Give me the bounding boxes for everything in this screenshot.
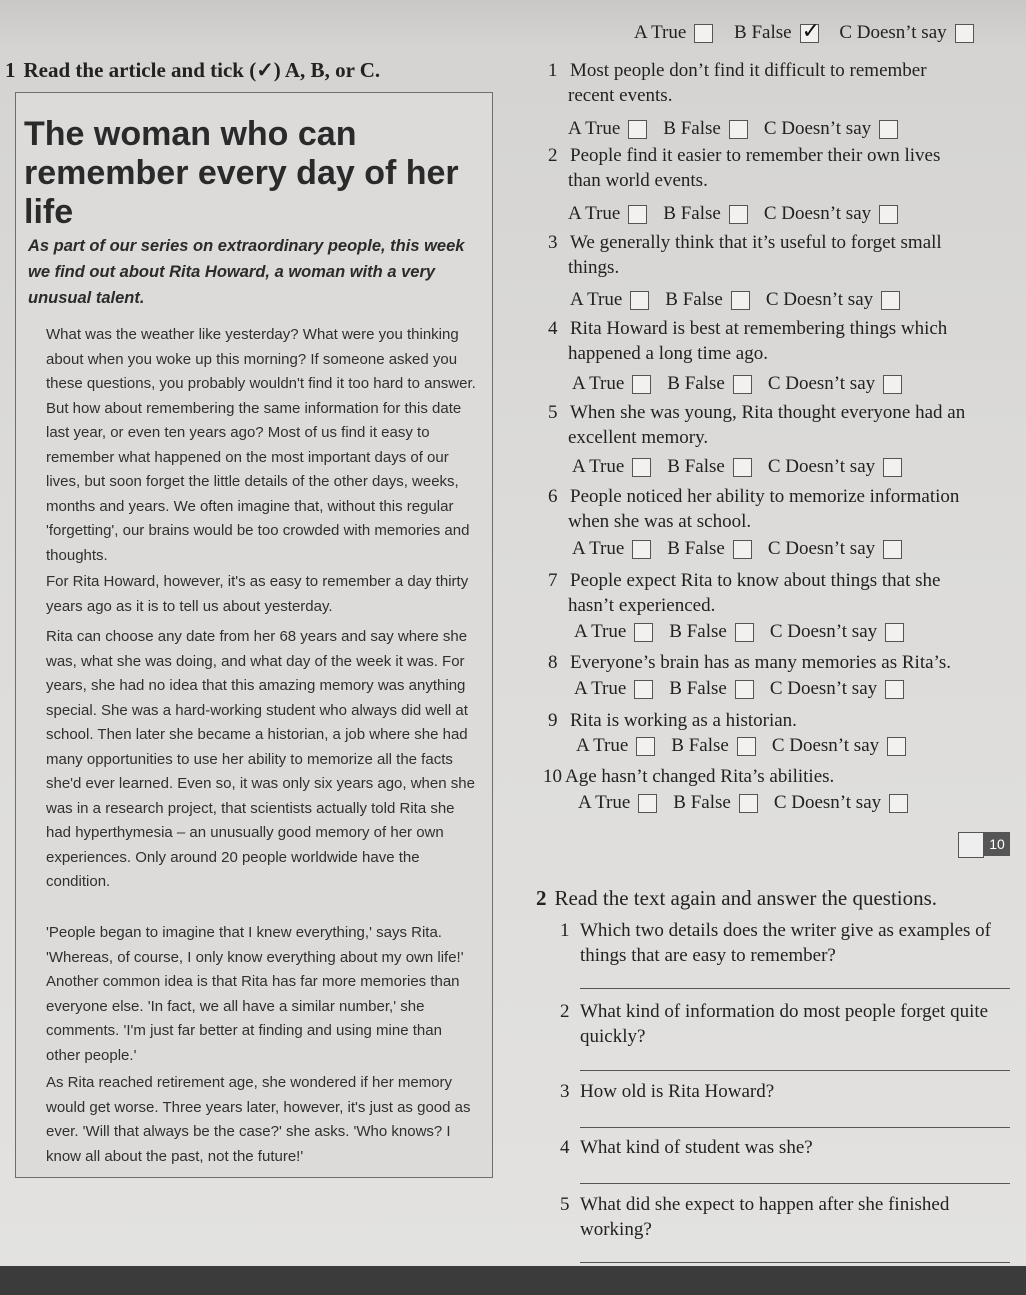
answer-line[interactable] <box>580 988 1010 989</box>
option-b <box>665 289 750 311</box>
checkbox-c[interactable] <box>883 375 902 394</box>
question-text: How old is Rita Howard? <box>580 1081 775 1102</box>
question-text: recent events. <box>568 85 673 106</box>
checkbox-a[interactable] <box>632 375 651 394</box>
tf-options-9 <box>576 735 922 757</box>
option-b-label: B False <box>673 792 731 813</box>
question-number: 2 <box>548 145 558 166</box>
checkbox-c[interactable] <box>889 794 908 813</box>
option-b <box>669 621 754 643</box>
option-a <box>570 289 649 311</box>
option-b-label: B False <box>665 289 723 310</box>
option-a-label: A True <box>572 456 625 477</box>
option-b <box>734 22 819 44</box>
bottom-shadow <box>0 1266 1026 1295</box>
option-a <box>572 373 651 395</box>
option-b <box>667 456 752 478</box>
option-b-label: B False <box>667 538 725 559</box>
question-text: We generally think that it’s useful to forget small <box>570 232 942 253</box>
checkbox-c[interactable] <box>885 623 904 642</box>
option-a <box>572 456 651 478</box>
question-number: 3 <box>560 1081 570 1102</box>
checkbox-a[interactable] <box>634 623 653 642</box>
answer-line[interactable] <box>580 1183 1010 1184</box>
question-text: What kind of student was she? <box>580 1137 813 1158</box>
option-c-label: C Doesn’t say <box>765 289 874 310</box>
article-paragraph: For Rita Howard, however, it's as easy to remember a day thirty years ago as it is to tell us about yesterday. <box>46 573 469 615</box>
tf-options-8 <box>574 678 920 700</box>
option-c-label: C Doesn’t say <box>767 538 876 559</box>
checkbox-a[interactable] <box>636 737 655 756</box>
checkbox-b[interactable] <box>733 458 752 477</box>
exercise-2-heading <box>536 886 937 911</box>
tf-question-7 <box>548 570 940 617</box>
checkbox-b[interactable] <box>735 680 754 699</box>
article-intro: As part of our series on extraordinary people, this week we find out about Rita Howard, a woman with a very unusual talent. <box>28 237 465 307</box>
tf-options-6 <box>572 538 918 560</box>
tf-options-5 <box>572 456 918 478</box>
question-number: 7 <box>548 570 558 591</box>
option-c-label: C Doesn’t say <box>767 373 876 394</box>
question-text: People noticed her ability to memorize information <box>570 486 960 507</box>
answer-line[interactable] <box>580 1070 1010 1071</box>
option-a-label: A True <box>574 621 627 642</box>
checkbox-a[interactable] <box>628 120 647 139</box>
question-number: 1 <box>560 920 570 941</box>
option-c <box>770 621 904 643</box>
checkbox-c[interactable] <box>887 737 906 756</box>
option-b-label: B False <box>669 621 727 642</box>
option-b-label: B False <box>734 22 792 43</box>
article-title: The woman who can remember every day of her life <box>24 115 459 231</box>
tf-question-6 <box>548 486 959 533</box>
option-b <box>669 678 754 700</box>
open-question-5 <box>560 1192 1010 1242</box>
open-question-2 <box>560 999 1010 1049</box>
option-a <box>574 678 653 700</box>
question-number: 2 <box>560 1001 570 1022</box>
question-text: things. <box>568 257 620 278</box>
article-paragraph: As Rita reached retirement age, she wondered if her memory would get worse. Three years later, however, it's just as good as ever. 'Will that always be the case?' she asks. 'Who knows? I know all about the past, not the future!' <box>46 1074 471 1165</box>
checkbox-c[interactable] <box>883 458 902 477</box>
option-c <box>766 289 900 311</box>
checkbox-a[interactable] <box>638 794 657 813</box>
tf-question-9 <box>548 710 797 732</box>
option-b <box>663 118 748 140</box>
question-text: Everyone’s brain has as many memories as Rita’s. <box>570 652 951 673</box>
exercise-1-heading <box>5 58 380 83</box>
tf-question-3 <box>548 232 942 279</box>
checkbox-b[interactable] <box>729 205 748 224</box>
tf-question-1 <box>548 60 927 107</box>
question-number: 6 <box>548 486 558 507</box>
checkbox-a[interactable] <box>632 540 651 559</box>
question-text: hasn’t experienced. <box>568 595 716 616</box>
option-a-label: A True <box>578 792 631 813</box>
tf-question-4 <box>548 318 947 365</box>
exercise-number: 1 <box>5 58 16 82</box>
top-options-row <box>634 22 990 44</box>
checkbox-c[interactable] <box>883 540 902 559</box>
question-text: happened a long time ago. <box>568 343 768 364</box>
tf-options-4 <box>572 373 918 395</box>
option-b <box>663 203 748 225</box>
checkbox-a[interactable] <box>628 205 647 224</box>
tf-question-10 <box>543 766 834 788</box>
option-c <box>770 678 904 700</box>
tf-question-5 <box>548 402 965 449</box>
option-a-label: A True <box>576 735 629 756</box>
option-a <box>568 203 647 225</box>
option-b-label: B False <box>663 203 721 224</box>
option-a <box>568 118 647 140</box>
tf-question-2 <box>548 145 940 192</box>
checkbox-a[interactable] <box>630 291 649 310</box>
checkbox-c[interactable] <box>879 120 898 139</box>
checkbox-a[interactable] <box>634 680 653 699</box>
question-text: excellent memory. <box>568 427 709 448</box>
question-number: 9 <box>548 710 558 731</box>
tf-options-10 <box>578 792 924 814</box>
option-b <box>667 538 752 560</box>
exercise-instruction: Read the article and tick (✓) A, B, or C. <box>23 58 381 82</box>
question-number: 5 <box>548 402 558 423</box>
question-number: 5 <box>560 1194 570 1215</box>
option-c-label: C Doesn’t say <box>773 792 882 813</box>
checkbox-a[interactable] <box>694 24 713 43</box>
exercise-number: 2 <box>536 886 547 910</box>
checkbox-b-checked[interactable] <box>800 24 819 43</box>
tf-question-8 <box>548 652 951 674</box>
score-total: 10 <box>984 832 1010 856</box>
option-c <box>772 735 906 757</box>
option-c-label: C Doesn’t say <box>767 456 876 477</box>
option-c-label: C Doesn’t say <box>839 22 947 43</box>
option-a-label: A True <box>634 22 687 43</box>
option-c <box>768 538 902 560</box>
option-c-label: C Doesn’t say <box>769 621 878 642</box>
answer-line[interactable] <box>580 1127 1010 1128</box>
question-text: when she was at school. <box>568 511 752 532</box>
question-text: Which two details does the writer give as examples of things that are easy to remember? <box>580 920 992 966</box>
score-box <box>958 832 1010 858</box>
article-paragraph: 'People began to imagine that I knew everything,' says Rita. 'Whereas, of course, I only know everything about my own life!' Another common idea is that Rita has far more memories than everyone else. 'In fact, we all have a similar number,' she comments. 'I'm just far better at finding and using mine than other people.' <box>46 924 464 1064</box>
option-c <box>764 203 898 225</box>
question-text: People expect Rita to know about things that she <box>570 570 941 591</box>
checkbox-b[interactable] <box>731 291 750 310</box>
option-b <box>671 735 756 757</box>
option-b <box>673 792 758 814</box>
open-question-1 <box>560 918 1010 968</box>
option-b-label: B False <box>669 678 727 699</box>
question-text: than world events. <box>568 170 708 191</box>
checkbox-b[interactable] <box>733 375 752 394</box>
checkbox-b[interactable] <box>735 623 754 642</box>
tf-options-3 <box>570 289 916 311</box>
option-b-label: B False <box>663 118 721 139</box>
question-text: People find it easier to remember their own lives <box>570 145 941 166</box>
question-number: 10 <box>543 766 562 787</box>
question-text: When she was young, Rita thought everyone had an <box>570 402 966 423</box>
option-c <box>764 118 898 140</box>
checkbox-c[interactable] <box>881 291 900 310</box>
open-question-3 <box>560 1079 1010 1104</box>
exercise-instruction: Read the text again and answer the questions. <box>554 886 938 910</box>
option-a <box>576 735 655 757</box>
option-a <box>634 22 713 44</box>
checkbox-c[interactable] <box>885 680 904 699</box>
question-text: What kind of information do most people forget quite quickly? <box>580 1001 989 1047</box>
option-b-label: B False <box>667 456 725 477</box>
article-paragraph: Rita can choose any date from her 68 years and say where she was, what she was doing, and what day of the week it was. For years, she had no idea that this amazing memory was anything special. She was a hard-working student who always did well at school. Then later she became a historian, a job where she had many opportunities to use her ability to memorize all the facts she'd ever learned. Even so, it was only six years ago, when she was in a research project, that scientists actually told Rita she had hyperthymesia – an unusually good memory of her own experiences. Only around 20 people worldwide have the condition. <box>46 628 475 890</box>
option-c <box>774 792 908 814</box>
option-a-label: A True <box>570 289 623 310</box>
checkbox-b[interactable] <box>737 737 756 756</box>
question-number: 8 <box>548 652 558 673</box>
option-b-label: B False <box>667 373 725 394</box>
score-input[interactable] <box>958 832 984 858</box>
option-a-label: A True <box>572 373 625 394</box>
question-text: Rita is working as a historian. <box>570 710 797 731</box>
option-c-label: C Doesn’t say <box>771 735 880 756</box>
option-c-label: C Doesn’t say <box>769 678 878 699</box>
question-text: Age hasn’t changed Rita’s abilities. <box>565 766 835 787</box>
question-text: Most people don’t find it difficult to remember <box>570 60 927 81</box>
option-a-label: A True <box>568 118 621 139</box>
option-a <box>572 538 651 560</box>
question-text: Rita Howard is best at remembering things which <box>570 318 948 339</box>
checkbox-a[interactable] <box>632 458 651 477</box>
tf-options-1 <box>568 118 914 140</box>
question-number: 1 <box>548 60 558 81</box>
answer-line[interactable] <box>580 1262 1010 1263</box>
option-c <box>839 22 973 44</box>
checkbox-b[interactable] <box>733 540 752 559</box>
checkbox-b[interactable] <box>729 120 748 139</box>
question-number: 4 <box>548 318 558 339</box>
article-paragraph: What was the weather like yesterday? What were you thinking about when you woke up this morning? If someone asked you these questions, you probably wouldn't find it too hard to answer. But how about remembering the same information for this date last year, or even ten years ago? Most of us find it easy to remember what happened on the most important days of our lives, but soon forget the little details of the other days, weeks, months and years. We often imagine that, without this regular 'forgetting', our brains would be too crowded with memories and thoughts. <box>46 326 476 564</box>
option-a-label: A True <box>568 203 621 224</box>
option-c <box>768 373 902 395</box>
option-b <box>667 373 752 395</box>
checkbox-c[interactable] <box>879 205 898 224</box>
article-box <box>15 92 493 1178</box>
question-number: 4 <box>560 1137 570 1158</box>
checkbox-b[interactable] <box>739 794 758 813</box>
option-c-label: C Doesn’t say <box>763 118 872 139</box>
option-c-label: C Doesn’t say <box>763 203 872 224</box>
open-question-4 <box>560 1135 1010 1160</box>
option-a <box>574 621 653 643</box>
option-c <box>768 456 902 478</box>
tf-options-7 <box>574 621 920 643</box>
checkbox-c[interactable] <box>955 24 974 43</box>
question-number: 3 <box>548 232 558 253</box>
question-text: What did she expect to happen after she finished working? <box>580 1194 950 1240</box>
option-a <box>578 792 657 814</box>
option-b-label: B False <box>671 735 729 756</box>
option-a-label: A True <box>572 538 625 559</box>
tf-options-2 <box>568 203 914 225</box>
option-a-label: A True <box>574 678 627 699</box>
